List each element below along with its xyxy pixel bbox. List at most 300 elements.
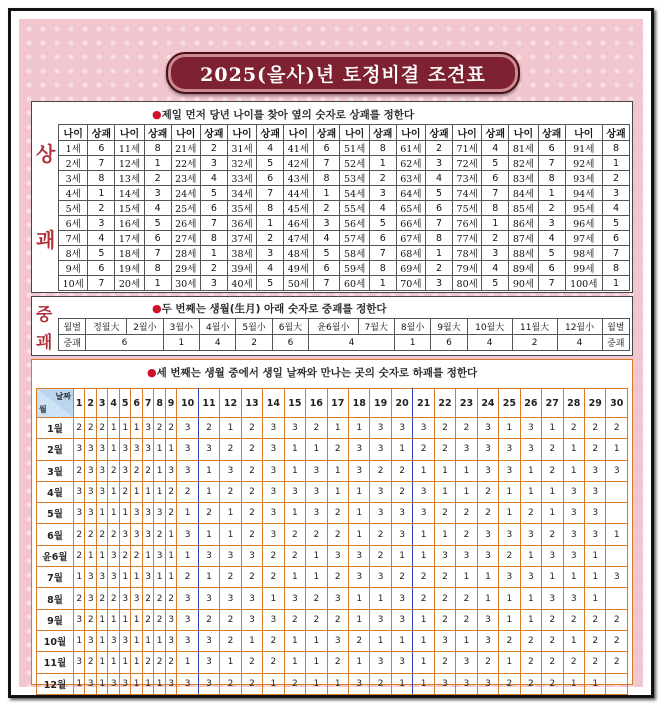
ha-value-cell: 3 <box>142 524 153 545</box>
ha-value-cell: 2 <box>584 652 605 673</box>
sang-value-cell: 2 <box>144 171 171 186</box>
age-cell: 84세 <box>509 186 538 201</box>
sang-value-cell: 3 <box>426 276 453 291</box>
ha-value-cell: 1 <box>563 630 584 651</box>
ha-value-cell: 2 <box>241 460 262 481</box>
ha-value-cell: 2 <box>241 439 262 460</box>
age-cell: 1세 <box>59 141 88 156</box>
ha-value-cell: 2 <box>154 652 165 673</box>
age-cell: 26세 <box>171 216 200 231</box>
month-cell: 2월小 <box>127 319 163 335</box>
ha-value-cell: 2 <box>198 418 219 439</box>
ha-value-cell: 1 <box>177 652 198 673</box>
ha-value-cell: 3 <box>165 460 176 481</box>
header-sang: 상괘 <box>369 125 396 141</box>
ha-value-cell: 1 <box>477 588 498 609</box>
day-header-cell: 14 <box>263 389 284 418</box>
table-row <box>37 609 628 630</box>
table-row <box>59 276 630 291</box>
age-cell: 48세 <box>284 246 313 261</box>
ha-value-cell: 3 <box>131 588 142 609</box>
ha-value-cell: 3 <box>391 652 412 673</box>
ha-value-cell: 3 <box>477 460 498 481</box>
ha-value-cell: 1 <box>284 503 305 524</box>
ha-value-cell: 1 <box>284 567 305 588</box>
age-cell: 14세 <box>115 186 144 201</box>
sang-value-cell: 8 <box>88 171 115 186</box>
table-row <box>59 156 630 171</box>
table-row <box>37 588 628 609</box>
ha-value-cell: 1 <box>108 481 119 502</box>
ha-value-cell: 2 <box>96 588 107 609</box>
age-cell: 73세 <box>452 171 481 186</box>
age-cell: 44세 <box>284 186 313 201</box>
jung-value-cell: 4 <box>557 335 602 351</box>
day-header-cell: 13 <box>241 389 262 418</box>
ha-value-cell: 3 <box>74 481 85 502</box>
ha-value-cell: 1 <box>584 567 605 588</box>
ha-value-cell: 3 <box>477 630 498 651</box>
ha-value-cell: 1 <box>606 524 628 545</box>
ha-value-cell: 3 <box>327 630 348 651</box>
ha-value-cell: 3 <box>154 545 165 566</box>
sang-value-cell: 3 <box>88 216 115 231</box>
sang-value-cell: 7 <box>538 156 565 171</box>
sang-value-cell: 4 <box>482 261 509 276</box>
age-cell: 63세 <box>396 171 425 186</box>
ha-value-cell: 2 <box>584 418 605 439</box>
age-cell: 21세 <box>171 141 200 156</box>
sang-value-cell: 2 <box>426 141 453 156</box>
age-cell: 97세 <box>565 231 602 246</box>
age-cell: 29세 <box>171 261 200 276</box>
month-label-cell: 9월 <box>37 609 74 630</box>
table-row <box>37 481 628 502</box>
age-cell: 88세 <box>509 246 538 261</box>
jung-instruction-text: 두 번째는 생월(生月) 아래 숫자로 중괘를 정한다 <box>161 303 387 315</box>
ha-value-cell: 2 <box>520 503 541 524</box>
jung-value-cell: 4 <box>467 335 512 351</box>
month-cell: 6월大 <box>272 319 308 335</box>
age-cell: 28세 <box>171 246 200 261</box>
ha-value-cell: 1 <box>154 567 165 588</box>
ha-value-cell: 2 <box>327 652 348 673</box>
ha-value-cell: 1 <box>413 524 434 545</box>
age-cell: 22세 <box>171 156 200 171</box>
ha-value-cell: 2 <box>584 630 605 651</box>
ha-value-cell: 1 <box>370 588 391 609</box>
sang-table <box>58 124 630 291</box>
ha-value-cell: 3 <box>456 652 477 673</box>
ha-value-cell: 2 <box>584 609 605 630</box>
header-sang: 상괘 <box>313 125 340 141</box>
sang-value-cell: 6 <box>257 171 284 186</box>
ha-value-cell: 2 <box>306 588 327 609</box>
sang-value-cell: 8 <box>482 201 509 216</box>
ha-value-cell: 3 <box>131 439 142 460</box>
month-label-cell: 8월 <box>37 588 74 609</box>
ha-value-cell: 3 <box>584 460 605 481</box>
day-header-cell: 12 <box>220 389 241 418</box>
row-label-month: 월별 <box>59 319 86 335</box>
age-cell: 33세 <box>227 171 256 186</box>
sang-value-cell: 8 <box>538 171 565 186</box>
age-cell: 92세 <box>565 156 602 171</box>
ha-value-cell: 2 <box>85 609 96 630</box>
ha-value-cell: 2 <box>434 439 455 460</box>
month-cell: 3월小 <box>163 319 199 335</box>
age-cell: 91세 <box>565 141 602 156</box>
ha-value-cell: 2 <box>165 503 176 524</box>
age-cell: 42세 <box>284 156 313 171</box>
ha-value-cell: 3 <box>370 609 391 630</box>
ha-value-cell: 1 <box>96 630 107 651</box>
ha-table <box>36 388 628 695</box>
ha-value-cell: 3 <box>119 630 130 651</box>
age-cell: 46세 <box>284 216 313 231</box>
sang-value-cell: 2 <box>426 261 453 276</box>
age-cell: 20세 <box>115 276 144 291</box>
day-header-cell: 26 <box>520 389 541 418</box>
ha-value-cell: 3 <box>198 439 219 460</box>
sang-value-cell: 1 <box>426 246 453 261</box>
header-age: 나이 <box>565 125 602 141</box>
sang-value-cell: 3 <box>144 186 171 201</box>
day-header-cell: 27 <box>542 389 563 418</box>
table-row <box>37 630 628 651</box>
sang-value-cell: 5 <box>144 216 171 231</box>
ha-value-cell: 3 <box>563 524 584 545</box>
ha-value-cell: 3 <box>348 567 369 588</box>
jung-table <box>58 318 630 351</box>
month-cell: 정월大 <box>86 319 127 335</box>
ha-value-cell: 2 <box>542 609 563 630</box>
ha-instruction-text: 세 번째는 생월 중에서 생일 날짜와 만나는 곳의 숫자로 하괘를 정한다 <box>156 367 478 379</box>
age-cell: 90세 <box>509 276 538 291</box>
age-cell: 62세 <box>396 156 425 171</box>
sang-value-cell: 1 <box>257 216 284 231</box>
ha-value-cell: 1 <box>520 460 541 481</box>
ha-value-cell: 1 <box>96 545 107 566</box>
sang-value-cell: 4 <box>88 231 115 246</box>
month-cell: 7월大 <box>358 319 394 335</box>
ha-value-cell: 1 <box>284 630 305 651</box>
jung-section <box>31 296 633 356</box>
ha-value-cell: 3 <box>177 460 198 481</box>
ha-value-cell: 1 <box>520 545 541 566</box>
age-cell: 56세 <box>340 216 369 231</box>
jung-value-row <box>59 335 630 351</box>
ha-value-cell: 2 <box>108 588 119 609</box>
jung-month-row <box>59 319 630 335</box>
ha-value-cell: 1 <box>434 524 455 545</box>
day-header-cell: 28 <box>563 389 584 418</box>
day-header-cell: 24 <box>477 389 498 418</box>
day-header-cell: 19 <box>370 389 391 418</box>
jung-value-cell: 2 <box>236 335 272 351</box>
age-cell: 66세 <box>396 216 425 231</box>
ha-value-cell: 1 <box>563 567 584 588</box>
ha-value-cell: 1 <box>165 524 176 545</box>
age-cell: 49세 <box>284 261 313 276</box>
sang-value-cell: 4 <box>538 231 565 246</box>
ha-value-cell: 1 <box>142 545 153 566</box>
sang-value-cell: 3 <box>482 246 509 261</box>
ha-value-cell: 2 <box>74 418 85 439</box>
header-age: 나이 <box>396 125 425 141</box>
ha-value-cell: 1 <box>520 609 541 630</box>
day-header-cell: 20 <box>391 389 412 418</box>
ha-value-cell: 1 <box>119 609 130 630</box>
jung-value-cell: 4 <box>309 335 395 351</box>
ha-value-cell: 3 <box>119 673 130 694</box>
ha-value-cell: 1 <box>131 673 142 694</box>
ha-value-cell: 3 <box>370 418 391 439</box>
corner-cell <box>37 389 74 418</box>
ha-value-cell: 2 <box>241 481 262 502</box>
age-cell: 18세 <box>115 246 144 261</box>
day-header-cell: 16 <box>306 389 327 418</box>
table-row <box>37 652 628 673</box>
jung-value-cell: 6 <box>431 335 467 351</box>
day-header-cell: 22 <box>434 389 455 418</box>
table-row <box>59 171 630 186</box>
ha-value-cell: 2 <box>542 673 563 694</box>
sang-value-cell: 7 <box>88 276 115 291</box>
sang-value-cell: 7 <box>257 186 284 201</box>
ha-value-cell: 2 <box>542 439 563 460</box>
sang-section <box>31 101 633 293</box>
corner-day-label: 날짜 <box>55 392 71 401</box>
month-label-cell: 윤6월 <box>37 545 74 566</box>
sang-value-cell: 1 <box>313 186 340 201</box>
ha-value-cell: 1 <box>520 481 541 502</box>
ha-value-cell: 2 <box>241 652 262 673</box>
ha-value-cell: 3 <box>499 439 520 460</box>
sang-value-cell: 7 <box>538 276 565 291</box>
ha-value-cell: 2 <box>434 503 455 524</box>
table-row <box>59 261 630 276</box>
sang-value-cell: 7 <box>313 156 340 171</box>
ha-value-cell: 1 <box>142 630 153 651</box>
header-age: 나이 <box>171 125 200 141</box>
age-cell: 100세 <box>565 276 602 291</box>
jung-value-cell: 4 <box>200 335 236 351</box>
ha-value-cell: 3 <box>85 588 96 609</box>
sang-value-cell: 8 <box>426 231 453 246</box>
ha-value-cell: 3 <box>520 418 541 439</box>
ha-value-cell: 2 <box>74 524 85 545</box>
ha-value-cell: 3 <box>306 481 327 502</box>
ha-value-cell: 3 <box>284 418 305 439</box>
age-cell: 93세 <box>565 171 602 186</box>
ha-value-cell: 3 <box>198 673 219 694</box>
day-header-cell: 7 <box>142 389 153 418</box>
age-cell: 86세 <box>509 216 538 231</box>
ha-value-cell: 1 <box>499 503 520 524</box>
ha-value-cell: 3 <box>142 567 153 588</box>
ha-value-cell: 3 <box>131 503 142 524</box>
ha-value-cell: 3 <box>96 567 107 588</box>
ha-value-cell: 2 <box>241 567 262 588</box>
sang-value-cell: 8 <box>602 141 629 156</box>
ha-value-cell: 1 <box>327 460 348 481</box>
ha-value-cell: 3 <box>542 545 563 566</box>
age-cell: 5세 <box>59 201 88 216</box>
ha-value-cell: 3 <box>85 460 96 481</box>
ha-value-cell: 3 <box>434 673 455 694</box>
corner-month-label: 월 <box>39 405 47 414</box>
ha-value-cell: 2 <box>434 609 455 630</box>
sang-value-cell: 3 <box>426 156 453 171</box>
ha-value-cell: 3 <box>306 460 327 481</box>
sang-instruction <box>152 107 414 122</box>
sang-value-cell: 6 <box>88 141 115 156</box>
ha-value-cell: 1 <box>154 481 165 502</box>
age-cell: 98세 <box>565 246 602 261</box>
age-cell: 94세 <box>565 186 602 201</box>
ha-value-cell: 3 <box>177 418 198 439</box>
sang-value-cell: 4 <box>257 261 284 276</box>
age-cell: 39세 <box>227 261 256 276</box>
ha-value-cell: 1 <box>456 481 477 502</box>
sang-value-cell: 5 <box>602 216 629 231</box>
ha-value-cell: 1 <box>263 588 284 609</box>
day-header-cell: 25 <box>499 389 520 418</box>
age-cell: 67세 <box>396 231 425 246</box>
ha-value-cell: 3 <box>456 545 477 566</box>
ha-value-cell: 3 <box>477 609 498 630</box>
ha-value-cell: 3 <box>391 503 412 524</box>
ha-value-cell: 2 <box>456 524 477 545</box>
ha-value-cell: 2 <box>131 545 142 566</box>
sang-value-cell: 5 <box>538 246 565 261</box>
ha-value-cell: 3 <box>477 545 498 566</box>
ha-value-cell: 1 <box>306 439 327 460</box>
jung-value-cell: 1 <box>394 335 430 351</box>
ha-value-cell: 2 <box>327 439 348 460</box>
ha-value-cell: 2 <box>154 588 165 609</box>
day-header-cell: 11 <box>198 389 219 418</box>
age-cell: 23세 <box>171 171 200 186</box>
month-cell: 4월小 <box>200 319 236 335</box>
ha-value-cell: 2 <box>96 418 107 439</box>
ha-value-cell: 1 <box>119 652 130 673</box>
ha-value-cell: 1 <box>391 673 412 694</box>
sang-value-cell: 7 <box>144 246 171 261</box>
ha-value-cell: 3 <box>306 503 327 524</box>
sang-value-cell: 7 <box>602 246 629 261</box>
age-cell: 77세 <box>452 231 481 246</box>
sang-value-cell: 3 <box>369 186 396 201</box>
ha-value-cell: 2 <box>456 588 477 609</box>
ha-value-cell: 2 <box>563 609 584 630</box>
ha-value-cell: 2 <box>370 524 391 545</box>
row-label-jung: 중괘 <box>59 335 86 351</box>
age-cell: 76세 <box>452 216 481 231</box>
month-cell: 5월小 <box>236 319 272 335</box>
ha-value-cell: 2 <box>220 439 241 460</box>
ha-value-cell: 3 <box>477 524 498 545</box>
ha-value-cell: 1 <box>74 673 85 694</box>
age-cell: 35세 <box>227 201 256 216</box>
month-label-cell: 3월 <box>37 460 74 481</box>
ha-value-cell: 3 <box>348 673 369 694</box>
age-cell: 58세 <box>340 246 369 261</box>
day-header-cell: 17 <box>327 389 348 418</box>
sang-value-cell: 5 <box>426 186 453 201</box>
age-cell: 70세 <box>396 276 425 291</box>
ha-value-cell: 1 <box>108 503 119 524</box>
ha-value-cell: 2 <box>370 545 391 566</box>
header-sang: 상괘 <box>482 125 509 141</box>
month-cell: 10월大 <box>467 319 512 335</box>
ha-value-cell: 3 <box>119 524 130 545</box>
sang-value-cell: 5 <box>482 156 509 171</box>
ha-value-cell: 1 <box>131 418 142 439</box>
age-cell: 75세 <box>452 201 481 216</box>
ha-value-cell: 2 <box>327 567 348 588</box>
age-cell: 31세 <box>227 141 256 156</box>
ha-value-cell: 1 <box>413 460 434 481</box>
ha-value-cell: 2 <box>606 418 628 439</box>
sang-value-cell: 7 <box>369 246 396 261</box>
ha-value-cell: 1 <box>306 545 327 566</box>
age-cell: 3세 <box>59 171 88 186</box>
sang-value-cell: 1 <box>369 276 396 291</box>
sang-value-cell: 2 <box>482 231 509 246</box>
ha-value-cell: 3 <box>284 588 305 609</box>
ha-value-cell: 1 <box>477 567 498 588</box>
age-cell: 36세 <box>227 216 256 231</box>
ha-value-cell: 2 <box>370 460 391 481</box>
ha-value-cell: 2 <box>241 673 262 694</box>
ha-value-cell: 2 <box>606 652 628 673</box>
ha-value-cell <box>606 503 628 524</box>
sang-value-cell: 1 <box>538 186 565 201</box>
day-header-cell: 18 <box>348 389 369 418</box>
ha-value-cell: 1 <box>142 673 153 694</box>
ha-value-cell: 1 <box>96 673 107 694</box>
ha-value-cell: 1 <box>542 418 563 439</box>
ha-value-cell: 3 <box>131 524 142 545</box>
ha-value-cell: 3 <box>370 439 391 460</box>
ha-value-cell: 1 <box>177 503 198 524</box>
ha-value-cell: 2 <box>413 567 434 588</box>
sang-value-cell: 6 <box>313 141 340 156</box>
ha-value-cell: 3 <box>370 567 391 588</box>
ha-value-cell: 3 <box>85 630 96 651</box>
month-label-cell: 2월 <box>37 439 74 460</box>
ha-value-cell: 1 <box>584 545 605 566</box>
ha-value-cell: 2 <box>154 418 165 439</box>
sang-value-cell: 7 <box>313 276 340 291</box>
ha-value-cell: 3 <box>477 673 498 694</box>
ha-value-cell: 2 <box>391 481 412 502</box>
day-header-cell: 4 <box>108 389 119 418</box>
month-label-cell: 5월 <box>37 503 74 524</box>
sang-value-cell: 1 <box>602 156 629 171</box>
age-cell: 78세 <box>452 246 481 261</box>
day-header-cell: 29 <box>584 389 605 418</box>
ha-value-cell: 1 <box>413 545 434 566</box>
age-cell: 38세 <box>227 246 256 261</box>
ha-value-cell: 2 <box>606 630 628 651</box>
ha-value-cell: 3 <box>198 630 219 651</box>
day-header-cell: 5 <box>119 389 130 418</box>
ha-value-cell: 2 <box>520 630 541 651</box>
ha-value-cell: 3 <box>165 609 176 630</box>
